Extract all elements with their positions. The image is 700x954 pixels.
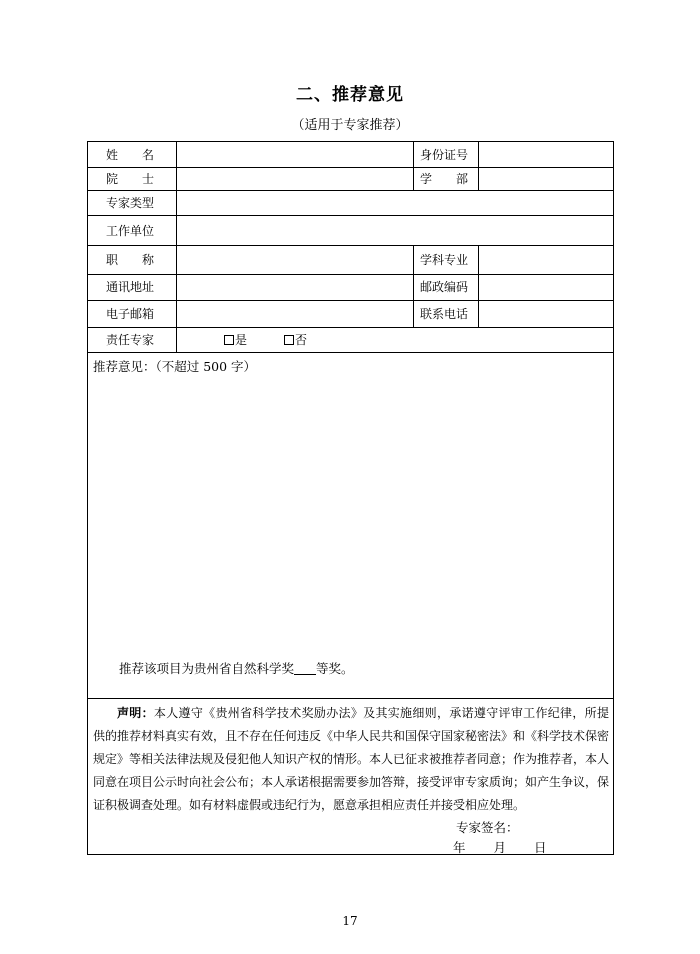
page-number: 17	[342, 914, 358, 928]
email-label: 电子邮箱	[106, 307, 155, 321]
expert-signature: 专家签名：	[456, 820, 519, 835]
phone-label: 联系电话	[420, 307, 469, 321]
declaration-body: 本人遵守《贵州省科学技术奖励办法》及其实施细则，承诺遵守评审工作纪律，所提供的推荐材料真实有效，且不存在任何违反《中华人民共和国保守国家秘密法》和《科学技术保密规定》等相关法律法规及侵犯他人知识产权的情形。本人已征求被推荐者同意；作为推荐者，本人同意在项目公示时向社会公布；本人承诺根据需要参加答辩，接受评审专家质询；如产生争议，保证积极调查处理。如有材料虚假或违纪行为，愿意承担相应责任并接受相应处理。	[93, 706, 610, 812]
award-recommendation: 推荐该项目为贵州省自然科学奖 等奖。	[119, 661, 354, 676]
checkbox-icon[interactable]	[224, 335, 234, 345]
checkbox-icon[interactable]	[284, 335, 294, 345]
row-divider	[88, 167, 613, 168]
name-label: 姓 名	[106, 148, 155, 162]
row-divider	[88, 698, 613, 699]
column-divider	[478, 245, 479, 327]
column-divider	[413, 245, 414, 327]
row-divider	[88, 215, 613, 216]
work-unit-label: 工作单位	[106, 224, 155, 238]
declaration-heading: 声明：	[117, 706, 154, 720]
row-divider	[88, 274, 613, 275]
recommendation-form	[87, 141, 614, 855]
row-divider	[88, 352, 613, 353]
postcode-label: 邮政编码	[420, 280, 469, 294]
id-number-label: 身份证号	[420, 148, 469, 162]
job-title-label: 职 称	[106, 253, 155, 267]
signature-date: 年 月 日	[453, 840, 547, 855]
subtitle: （适用于专家推荐）	[291, 118, 409, 133]
declaration	[93, 702, 609, 817]
row-divider	[88, 190, 613, 191]
address-label: 通讯地址	[106, 280, 155, 294]
row-divider	[88, 300, 613, 301]
academician-label: 院 士	[106, 172, 155, 186]
column-divider	[413, 142, 414, 190]
expert-type-label: 专家类型	[106, 196, 155, 210]
column-divider	[478, 142, 479, 190]
responsible-expert-label: 责任专家	[106, 333, 155, 347]
opinion-label: 推荐意见：（不超过 500 字）	[93, 359, 257, 374]
column-divider	[176, 142, 177, 352]
discipline-label: 学科专业	[420, 253, 469, 267]
responsible-no-option[interactable]: 否	[284, 332, 307, 348]
academic-division-label: 学 部	[420, 172, 469, 186]
responsible-yes-option[interactable]: 是	[224, 332, 247, 348]
row-divider	[88, 327, 613, 328]
section-title: 二、推荐意见	[296, 85, 404, 105]
award-grade-blank[interactable]	[294, 662, 316, 675]
row-divider	[88, 245, 613, 246]
